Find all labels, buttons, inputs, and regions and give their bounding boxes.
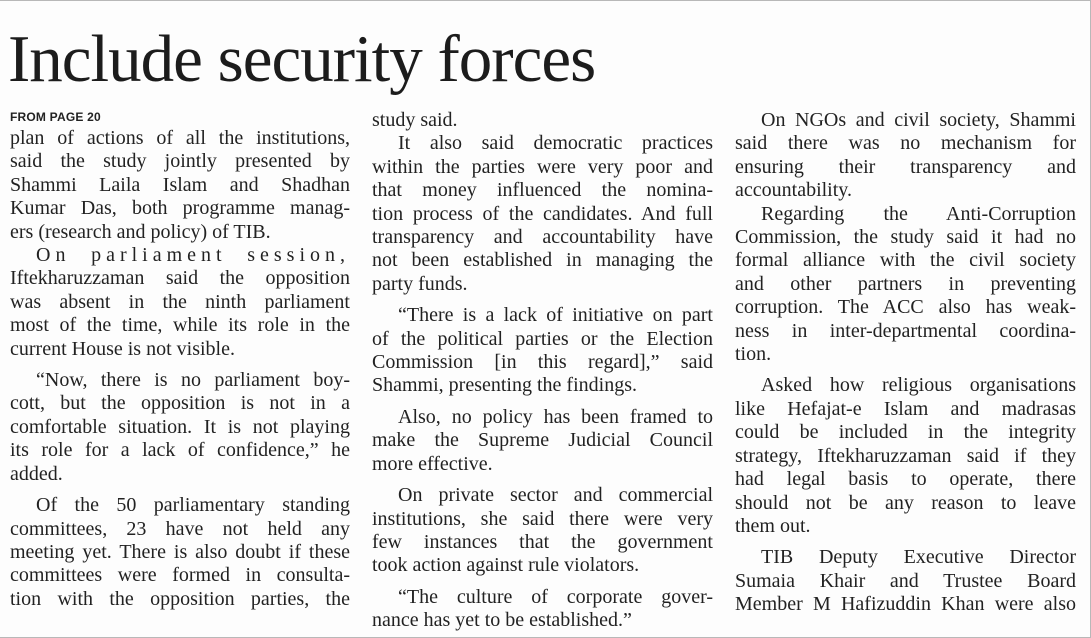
text-line: Of the 50 parliamentary standing	[36, 494, 350, 517]
text-line: “There is a lack of initiative on part	[398, 304, 713, 327]
text-line: not been established in managing the	[372, 249, 713, 272]
text-line: ensuring their transparency and	[735, 155, 1076, 178]
text-line: comfortable situation. It is not playing	[10, 415, 350, 438]
text-line: Shammi Laila Islam and Shadhan	[10, 173, 350, 196]
text-line: “Now, there is no parliament boy-	[36, 369, 350, 392]
text-line: more effective.	[372, 452, 493, 475]
text-line: them out.	[735, 514, 811, 537]
text-line: plan of actions of all the institutions,	[10, 127, 350, 149]
text-line: said the study jointly presented by	[10, 150, 350, 173]
text-line: ness in inter-departmental coordina-	[735, 319, 1076, 342]
text-line: On parliament session,	[36, 244, 350, 267]
text-line: institutions, she said there were very	[372, 507, 713, 530]
text-line: like Hefajat-e Islam and madrasas	[735, 397, 1076, 420]
text-line: tion process of the candidates. And full	[372, 202, 713, 225]
text-line: committees, 23 have not held any	[10, 517, 350, 540]
text-line: of the political parties or the Election	[372, 327, 713, 350]
text-line: current House is not visible.	[10, 337, 235, 360]
text-line: that money influenced the nomina-	[372, 179, 713, 202]
text-line: nance has yet to be established.”	[372, 609, 632, 632]
text-line: meeting yet. There is also doubt if these	[10, 540, 350, 563]
article-column-1	[10, 107, 350, 610]
text-line: Sumaia Khair and Trustee Board	[735, 569, 1076, 592]
text-line: Kumar Das, both programme manag-	[10, 197, 350, 220]
text-line: was absent in the ninth parliament	[10, 290, 350, 313]
text-line: transparency and accountability have	[372, 226, 713, 249]
text-line: Also, no policy has been framed to	[398, 405, 713, 428]
text-line: accountability.	[735, 179, 852, 202]
text-line: said there was no mechanism for	[735, 132, 1076, 155]
text-line: study said.	[372, 109, 458, 131]
text-line: had legal basis to operate, there	[735, 468, 1076, 491]
text-line: cott, but the opposition is not in a	[10, 392, 350, 415]
text-line: few instances that the government	[372, 530, 713, 553]
text-line: On NGOs and civil society, Shammi	[761, 109, 1076, 131]
continuation-kicker: FROM PAGE 20	[10, 110, 101, 124]
text-line: “The culture of corporate gover-	[398, 585, 713, 608]
text-line: party funds.	[372, 272, 468, 295]
headline: Include security forces	[8, 22, 596, 96]
text-line: make the Supreme Judicial Council	[372, 429, 713, 452]
text-line: ers (research and policy) of TIB.	[10, 220, 271, 243]
text-line: took action against rule violators.	[372, 554, 640, 577]
text-line: formal alliance with the civil society	[735, 249, 1076, 272]
text-line: strategy, Iftekharuzzaman said if they	[735, 444, 1076, 467]
text-line: committees were formed in consulta-	[10, 564, 350, 587]
text-line: tion with the opposition parties, the	[10, 587, 350, 610]
text-line: should not be any reason to leave	[735, 491, 1076, 514]
article-column-3	[735, 109, 1076, 616]
text-line: It also said democratic practices	[398, 132, 713, 155]
text-line: corruption. The ACC also has weak-	[735, 296, 1076, 319]
text-line: Commission [in this regard],” said	[372, 351, 713, 374]
text-line: Shammi, presenting the findings.	[372, 374, 637, 397]
text-line: Asked how religious organisations	[761, 374, 1076, 397]
text-line: On private sector and commercial	[398, 484, 713, 507]
text-line: its role for a lack of confidence,” he	[10, 439, 350, 462]
text-line: and other partners in preventing	[735, 272, 1076, 295]
text-line: Member M Hafizuddin Khan were also	[735, 593, 1076, 616]
text-line: TIB Deputy Executive Director	[761, 546, 1076, 569]
text-line: most of the time, while its role in the	[10, 314, 350, 337]
text-line: Iftekharuzzaman said the opposition	[10, 267, 350, 290]
text-line: could be included in the integrity	[735, 421, 1076, 444]
text-line: added.	[10, 462, 63, 485]
text-line: Commission, the study said it had no	[735, 226, 1076, 249]
text-line: within the parties were very poor and	[372, 155, 713, 178]
text-line: tion.	[735, 343, 772, 366]
text-line: Regarding the Anti-Corruption	[761, 202, 1076, 225]
article-column-2	[372, 109, 713, 632]
